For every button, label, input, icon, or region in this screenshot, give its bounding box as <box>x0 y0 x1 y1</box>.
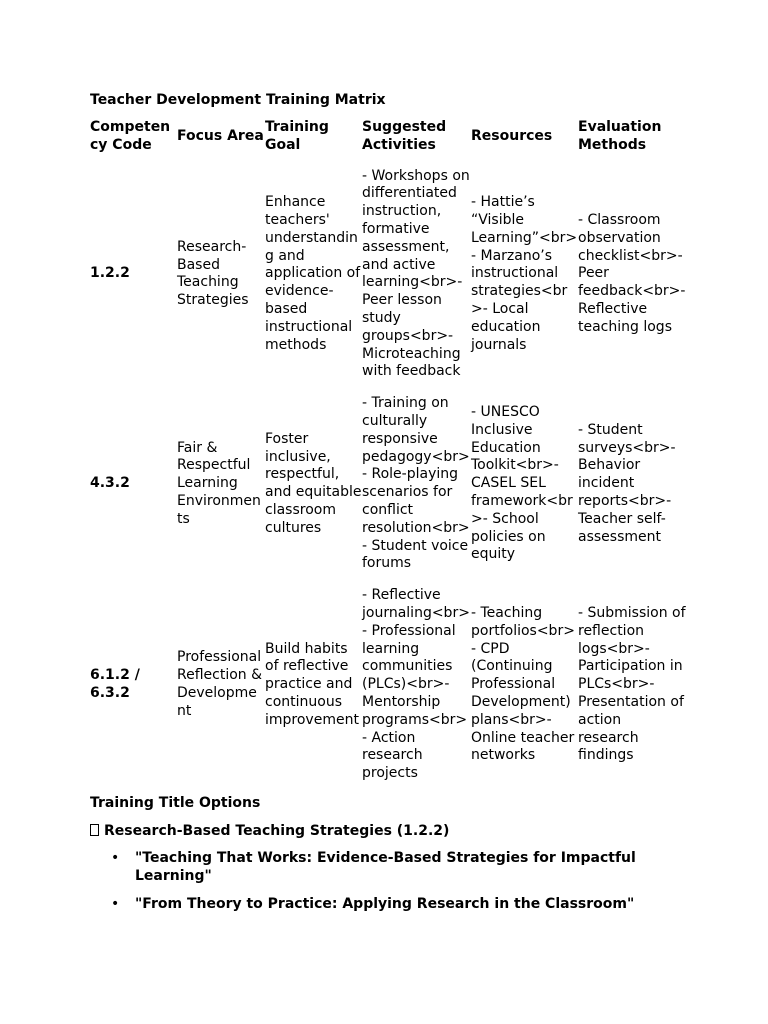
cell-code: 6.1.2 / 6.3.2 <box>90 667 140 701</box>
cell-resources: - Hattie’s “Visible Learning”<br>- Marzano’s instructional strategies<br>- Local education journals <box>471 194 578 353</box>
table-header-row <box>90 119 686 168</box>
subsection-title <box>90 822 449 840</box>
header-evaluation-methods: Evaluation Methods <box>578 119 662 153</box>
document-title: Teacher Development Training Matrix <box>90 92 386 108</box>
cell-activities: - Training on culturally responsive pedagogy<br>- Role-playing scenarios for conflict resolution<br>- Student voice forums <box>362 395 470 572</box>
cell-activities: - Workshops on differentiated instruction, formative assessment, and active learning<br>- Peer lesson study groups<br>- Microteaching with feedback <box>362 167 470 380</box>
cell-focus-area: Fair & Respectful Learning Environments <box>177 439 261 527</box>
cell-evaluation: - Classroom observation checklist<br>- Peer feedback<br>- Reflective teaching logs <box>578 212 686 335</box>
table-row <box>90 395 686 587</box>
title-options-list <box>90 849 690 923</box>
section-title: Training Title Options <box>90 795 261 811</box>
header-training-goal: Training Goal <box>265 119 329 153</box>
header-competency-code: Competen cy Code <box>90 119 171 153</box>
training-matrix-table <box>90 119 686 797</box>
cell-resources: - Teaching portfolios<br>- CPD (Continuing Professional Development) plans<br>- Online teacher networks <box>471 604 575 764</box>
box-icon <box>90 824 99 836</box>
option-text: "From Theory to Practice: Applying Research in the Classroom" <box>135 896 635 912</box>
cell-evaluation: - Student surveys<br>- Behavior incident reports<br>- Teacher self-assessment <box>578 421 676 545</box>
header-resources: Resources <box>471 127 553 144</box>
cell-activities: - Reflective journaling<br>- Professional learning communities (PLCs)<br>- Mentorship programs<br>- Action research projects <box>362 587 470 782</box>
header-focus-area: Focus Area <box>177 127 264 144</box>
bullet: • <box>111 896 120 912</box>
cell-resources: - UNESCO Inclusive Education Toolkit<br>- CASEL SEL framework<br>- School policies on equity <box>471 404 573 563</box>
cell-training-goal: Foster inclusive, respectful, and equitable classroom cultures <box>265 430 362 536</box>
table-row <box>90 168 686 396</box>
cell-code: 4.3.2 <box>90 475 130 492</box>
list-item <box>90 895 690 913</box>
list-item <box>90 849 690 885</box>
table-row <box>90 587 686 797</box>
header-suggested-activities: Suggested Activities <box>362 119 447 153</box>
cell-training-goal: Build habits of reflective practice and continuous improvement <box>265 640 359 728</box>
bullet: • <box>111 850 120 866</box>
subsection-title-text: Research-Based Teaching Strategies (1.2.2) <box>104 823 450 839</box>
cell-focus-area: Research-Based Teaching Strategies <box>177 238 249 309</box>
cell-evaluation: - Submission of reflection logs<br>- Participation in PLCs<br>- Presentation of action research findings <box>578 604 686 764</box>
cell-code: 1.2.2 <box>90 265 130 282</box>
option-text: "Teaching That Works: Evidence-Based Strategies for Impactful Learning" <box>135 850 636 884</box>
cell-focus-area: Professional Reflection & Development <box>177 649 263 719</box>
cell-training-goal: Enhance teachers' understanding and application of evidence-based instructional methods <box>265 194 361 353</box>
